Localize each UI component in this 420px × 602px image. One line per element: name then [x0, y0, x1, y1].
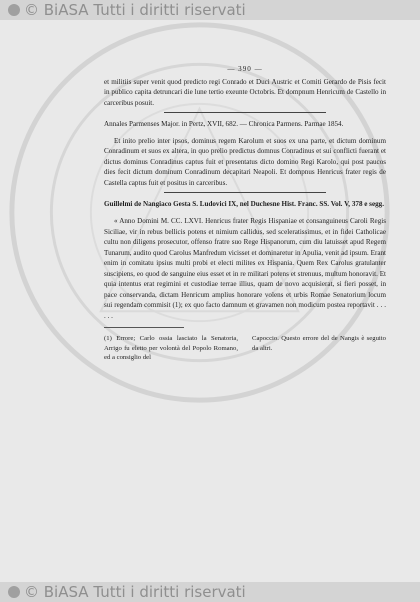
watermark-text-top: © BiASA Tutti i diritti riservati — [24, 1, 246, 19]
watermark-text-bottom: © BiASA Tutti i diritti riservati — [24, 583, 246, 601]
document-page — [104, 64, 386, 363]
footnote-divider — [104, 327, 184, 328]
biasa-logo-icon — [8, 4, 20, 16]
paragraph-2: Et inito prelio inter ipsos, dominus regem Karolum et suos ex una parte, et dictum dominum Conradinum et suos ex altera, in quo prelio predictus domnus Conradinus et sui conflicti fuerant et dictus dominus Conradinus captus fuit et presentatus dicto domino Regi Karolo, qui post paucos dies fecit dictum dominum Conradinum decapitari Neapoli. Et dompnus Henricus frater regis de Castella captus fuit et positus in carceribus. — [104, 136, 386, 187]
divider — [164, 112, 326, 113]
footnotes — [104, 334, 386, 363]
source-citation-2: Guillelmi de Nangiaco Gesta S. Ludovici IX, nel Duchesne Hist. Franc. SS. Vol. V, 378 e segg. — [104, 200, 384, 209]
source-citation-1: Annales Parmenses Major. in Pertz, XVII, 682. — Chronica Parmens. Parmae 1854. — [104, 120, 344, 129]
watermark-top — [0, 0, 420, 20]
biasa-logo-icon — [8, 586, 20, 598]
paragraph-1: et militiis super venit quod predicto regi Conrado et Duci Austric et Comiti Gerardo de Pisis fecit in publico capita detruncari die lune tertio exeunte Octobris. Et dompnum Henricum de Castello in carceribus posuit. — [104, 77, 386, 107]
footnote-2: Capoccio. Questo errore del de Nangis è seguito da altri. — [252, 335, 386, 352]
divider — [164, 192, 326, 193]
paragraph-3: « Anno Domini M. CC. LXVI. Henricus frater Regis Hispaniae et consanguineus Caroli Regis Siciliae, vir in rebus bellicis potens et nimium callidus, sed sceleratissimus, et in fidei Catholicae cultu non diligens prosecutor, offenso fratre suo Rege Hispanorum, cum diu latuisset apud Regem Tunarum, audito quod Carolus Manfredum vicisset et dominaretur in Apulia, venit ad ipsum. Erant enim in comitatu ipsius multi probi et electi milites ex Hispania. Quem Rex Carolus gratulanter suscipiens, eo quod de sanguine eius esset et in re militari potens et strenuus, multum honoravit. Et quia intentus erat regimini et custodiae terrae illius, quam de novo acquisierat, si fieri posset, in pace conservanda, dictam Henricum amplius honorare volens et urbis Romae Senatorium locum sui regendam commisit (1); ex quo facto damnum et gravamen non modicum postea reportavit . . . . . . — [104, 217, 386, 320]
watermark-bottom — [0, 582, 420, 602]
page-number: — 390 — — [227, 65, 263, 73]
footnote-1: (1) Errore; Carlo ossia lasciato la Senatoria, Arrigo fu eletto per volontà del Popolo Romano, ed a consiglio del — [104, 335, 238, 362]
